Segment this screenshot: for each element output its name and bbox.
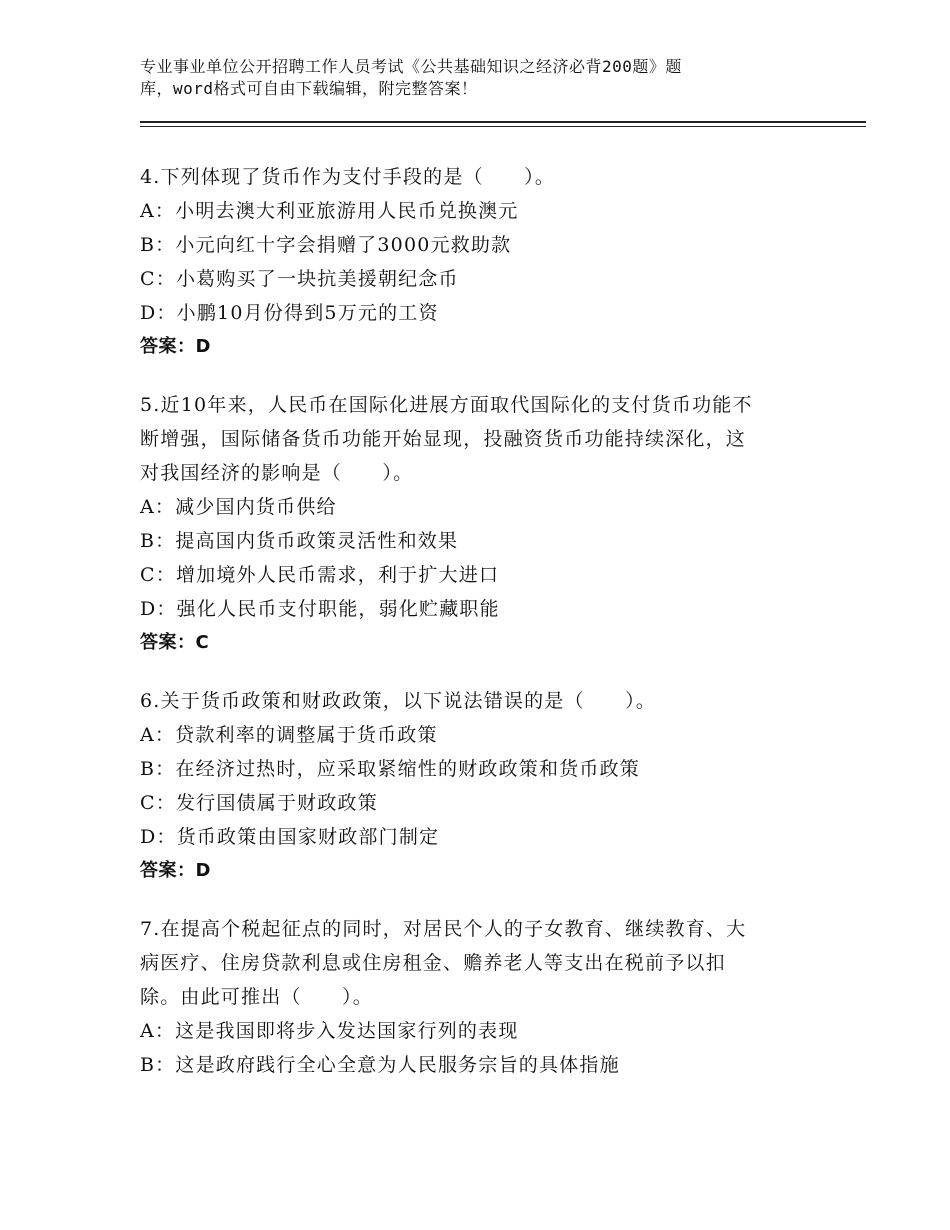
- question-stem: 对我国经济的影响是（ ）。: [140, 462, 414, 484]
- header-title-line-2: 库，word格式可自由下载编辑，附完整答案！: [140, 79, 478, 98]
- answer-option: D：小鹏10月份得到5万元的工资: [140, 302, 439, 324]
- answer-option: B：提高国内货币政策灵活性和效果: [140, 530, 459, 552]
- question-stem: 6.关于货币政策和财政政策，以下说法错误的是（ ）。: [140, 690, 657, 712]
- header-title-line-1: 专业事业单位公开招聘工作人员考试《公共基础知识之经济必背200题》题: [140, 57, 682, 76]
- answer-option: C：小葛购买了一块抗美援朝纪念币: [140, 268, 459, 290]
- question-stem: 除。由此可推出（ ）。: [140, 986, 373, 1008]
- question-stem: 病医疗、住房贷款利息或住房租金、赡养老人等支出在税前予以扣: [140, 952, 726, 974]
- answer-option: D：货币政策由国家财政部门制定: [140, 826, 440, 848]
- answer-option: B：小元向红十字会捐赠了3000元救助款: [140, 234, 512, 256]
- question-block: [140, 160, 840, 364]
- question-stem: 4.下列体现了货币作为支付手段的是（ ）。: [140, 166, 556, 188]
- answer-option: C：发行国债属于财政政策: [140, 792, 378, 814]
- answer-option: A：这是我国即将步入发达国家行列的表现: [140, 1020, 519, 1042]
- answer-option: B：在经济过热时，应采取紧缩性的财政政策和货币政策: [140, 758, 640, 780]
- header-divider-thin: [140, 126, 866, 127]
- answer-key: 答案：C: [140, 632, 210, 653]
- answer-option: C：增加境外人民币需求，利于扩大进口: [140, 564, 500, 586]
- question-block: [140, 388, 840, 660]
- answer-option: B：这是政府践行全心全意为人民服务宗旨的具体指施: [140, 1054, 620, 1076]
- question-list: [140, 160, 840, 1106]
- question-block: [140, 912, 840, 1082]
- question-stem: 5.近10年来，人民币在国际化进展方面取代国际化的支付货币功能不: [140, 394, 753, 416]
- question-block: [140, 684, 840, 888]
- answer-key: 答案：D: [140, 860, 211, 881]
- answer-option: A：贷款利率的调整属于货币政策: [140, 724, 438, 746]
- answer-option: A：减少国内货币供给: [140, 496, 337, 518]
- answer-key: 答案：D: [140, 336, 211, 357]
- header-divider-thick: [140, 121, 866, 123]
- answer-option: A：小明去澳大利亚旅游用人民币兑换澳元: [140, 200, 519, 222]
- question-stem: 断增强，国际储备货币功能开始显现，投融资货币功能持续深化，这: [140, 428, 747, 450]
- question-stem: 7.在提高个税起征点的同时，对居民个人的子女教育、继续教育、大: [140, 918, 747, 940]
- page-header: [140, 56, 800, 100]
- answer-option: D：强化人民币支付职能，弱化贮藏职能: [140, 598, 500, 620]
